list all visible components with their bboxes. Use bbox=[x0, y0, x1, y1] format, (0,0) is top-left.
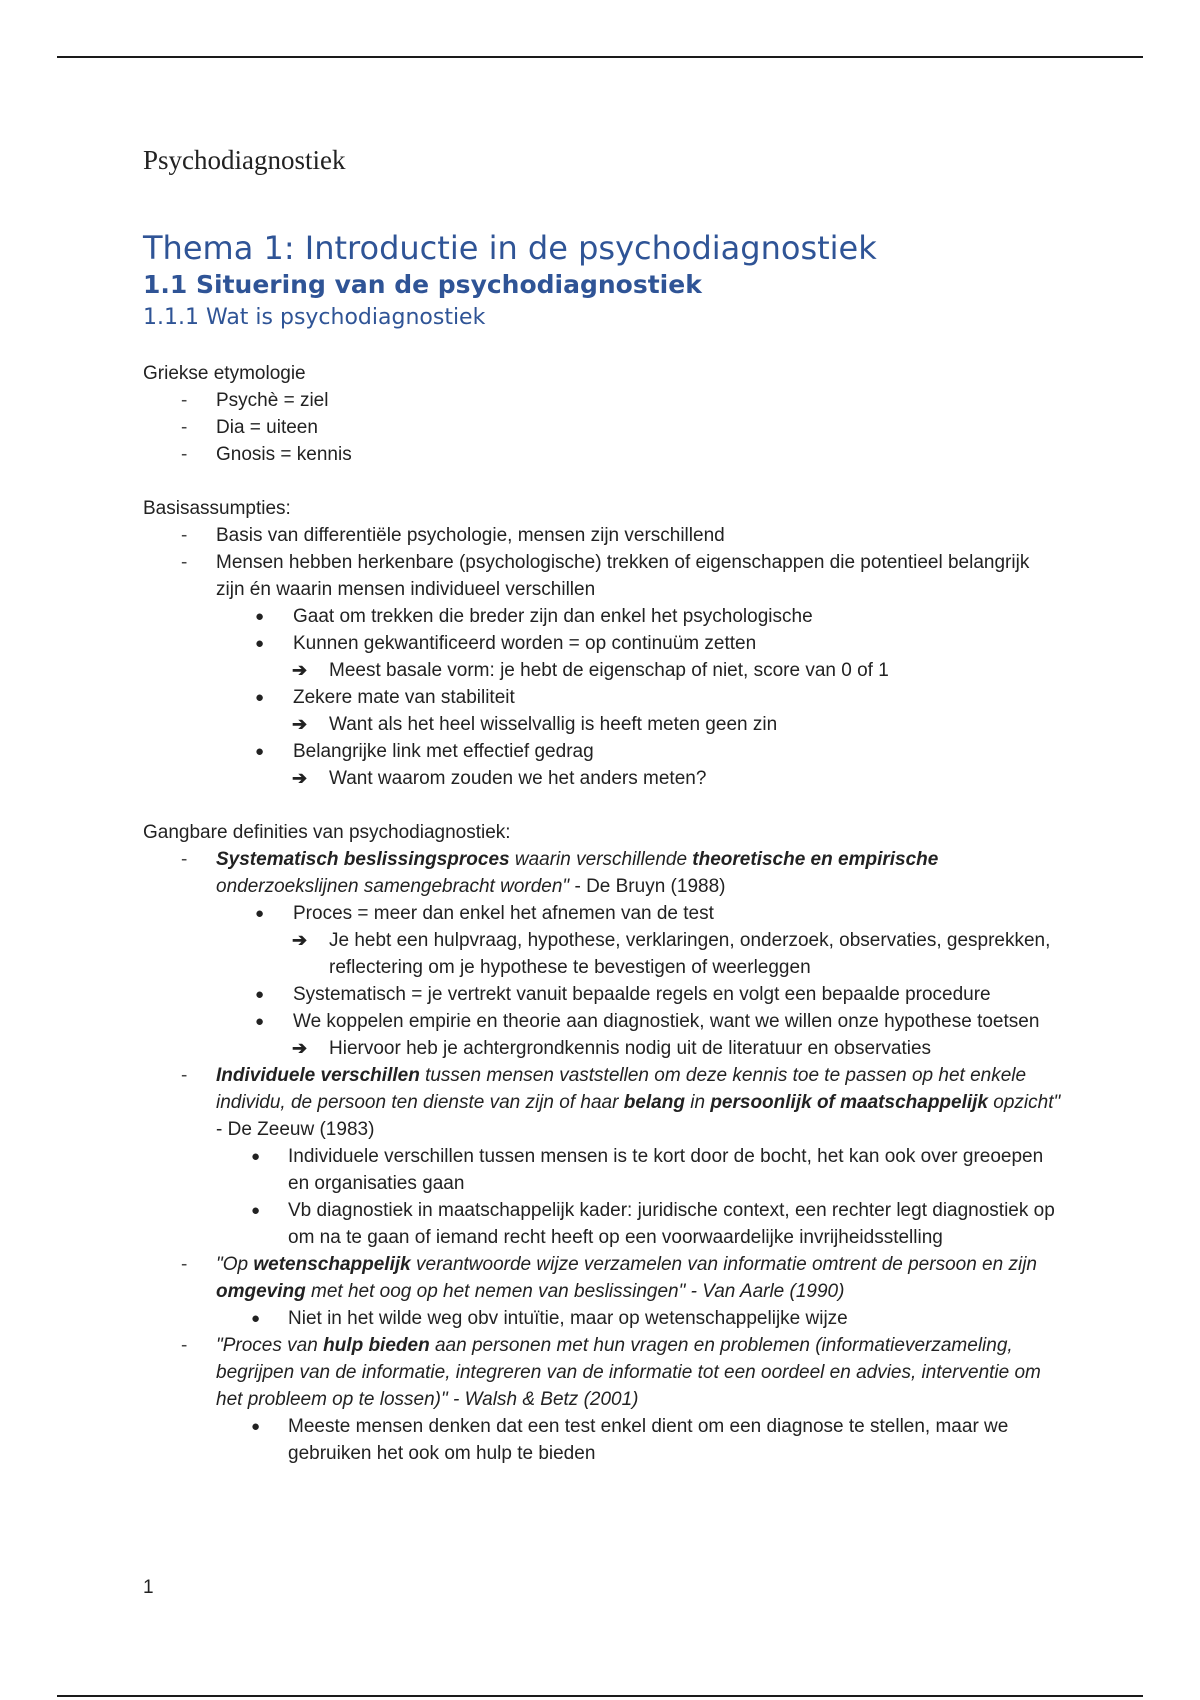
arrow-note: ➔ Want als het heel wisselvallig is heeft meten geen zin bbox=[143, 711, 1063, 738]
heading-1: Thema 1: Introductie in de psychodiagnostiek bbox=[143, 229, 877, 267]
sub-list bbox=[216, 900, 1063, 1062]
arrow-icon: ➔ bbox=[292, 660, 308, 680]
definitions-section bbox=[143, 819, 1063, 1467]
sub-item: ● Systematisch = je vertrekt vanuit bepaalde regels en volgt een bepaalde procedure bbox=[255, 984, 991, 1005]
etymology-list bbox=[143, 387, 1063, 468]
arrow-note: ➔ Want waarom zouden we het anders meten? bbox=[143, 765, 1063, 792]
definition-item: - "Proces van hulp bieden aan personen met hun vragen en problemen (informatieverzameling, begrijpen van de informatie, integreren van de informatie tot een oordeel en advies, interventie om het probleem op te lossen)" - Walsh & Betz (2001) ● Meeste mensen denken dat een test enkel dient om een diagnose te stellen, maar we gebruiken het ook om hulp te bieden bbox=[143, 1332, 1063, 1467]
sub-item: ● Individuele verschillen tussen mensen is te kort door de bocht, het kan ook over greoepen en organisaties gaan bbox=[251, 1146, 1044, 1194]
arrow-note: ➔ Hiervoor heb je achtergrondkennis nodig uit de literatuur en observaties bbox=[143, 1035, 1063, 1062]
document-body bbox=[143, 140, 1063, 1494]
list-item: - Gnosis = kennis bbox=[181, 444, 352, 465]
arrow-icon: ➔ bbox=[292, 768, 308, 788]
arrow-icon: ➔ bbox=[292, 714, 308, 734]
footer-rule bbox=[57, 1695, 1143, 1697]
sub-list bbox=[216, 1143, 1063, 1251]
document-title: Psychodiagnostiek bbox=[143, 145, 346, 175]
etymology-section bbox=[143, 360, 1063, 468]
list-item: - Basis van differentiële psychologie, mensen zijn verschillend bbox=[181, 525, 725, 546]
sub-item: ● Belangrijke link met effectief gedrag ➔ Want waarom zouden we het anders meten? bbox=[143, 738, 1063, 792]
sub-list bbox=[216, 603, 1063, 792]
assumptions-section bbox=[143, 495, 1063, 792]
sub-item: ● Kunnen gekwantificeerd worden = op continuüm zetten ➔ Meest basale vorm: je hebt de eigenschap of niet, score van 0 of 1 bbox=[143, 630, 1063, 684]
sub-item: ● Meeste mensen denken dat een test enkel dient om een diagnose te stellen, maar we gebruiken het ook om hulp te bieden bbox=[251, 1416, 1009, 1464]
sub-item: ● Niet in het wilde weg obv intuïtie, maar op wetenschappelijke wijze bbox=[251, 1308, 848, 1329]
sub-item: ● Zekere mate van stabiliteit ➔ Want als het heel wisselvallig is heeft meten geen zin bbox=[143, 684, 1063, 738]
sub-list bbox=[216, 1413, 1063, 1467]
list-item: - Dia = uiteen bbox=[181, 417, 318, 438]
definitions-heading: Gangbare definities van psychodiagnostiek: bbox=[143, 822, 511, 843]
definitions-list bbox=[143, 846, 1063, 1467]
sub-item: ● Proces = meer dan enkel het afnemen van de test ➔ Je hebt een hulpvraag, hypothese, verklaringen, onderzoek, observaties, gesprekken, reflectering om je hypothese te bevestigen of weerleggen bbox=[143, 900, 1063, 981]
arrow-icon: ➔ bbox=[292, 1038, 308, 1058]
page-number: 1 bbox=[143, 1577, 154, 1598]
header-rule bbox=[57, 56, 1143, 58]
arrow-note: ➔ Je hebt een hulpvraag, hypothese, verklaringen, onderzoek, observaties, gesprekken, reflectering om je hypothese te bevestigen of weerleggen bbox=[143, 927, 1063, 981]
sub-item: ● Gaat om trekken die breder zijn dan enkel het psychologische bbox=[255, 606, 813, 627]
list-item: - Psychè = ziel bbox=[181, 390, 329, 411]
etymology-heading: Griekse etymologie bbox=[143, 363, 306, 384]
assumptions-list bbox=[143, 522, 1063, 792]
heading-3: 1.1.1 Wat is psychodiagnostiek bbox=[143, 305, 486, 330]
sub-list bbox=[216, 1305, 1063, 1332]
heading-2: 1.1 Situering van de psychodiagnostiek bbox=[143, 270, 702, 299]
sub-item: ● Vb diagnostiek in maatschappelijk kader: juridische context, een rechter legt diagnostiek op om na te gaan of iemand recht heeft op een voorwaardelijke invrijheidsstelling bbox=[251, 1200, 1055, 1248]
arrow-icon: ➔ bbox=[292, 930, 308, 950]
arrow-note: ➔ Meest basale vorm: je hebt de eigenschap of niet, score van 0 of 1 bbox=[143, 657, 1063, 684]
definition-item: - Systematisch beslissingsproces waarin verschillende theoretische en empirische onderzoekslijnen samengebracht worden" - De Bruyn (1988) ● Proces = meer dan enkel het afnemen van de test ➔ Je hebt een hulpvraag, hypothese, verklaringen, onderzoek, observaties, gesprekken, reflectering om je hypothese te bevestigen of weerleggen ● Systematisch = je vertrekt vanuit bepaalde regels en volgt een bepaalde procedure ● We koppelen empirie en theorie aan diagnostiek, want we willen onze hypothese toetsen ➔ Hiervoor heb je achtergrondkennis nodig uit de literatuur en observaties bbox=[143, 846, 1063, 1062]
sub-item: ● We koppelen empirie en theorie aan diagnostiek, want we willen onze hypothese toetsen ➔ Hiervoor heb je achtergrondkennis nodig uit de literatuur en observaties bbox=[143, 1008, 1063, 1062]
definition-item: - Individuele verschillen tussen mensen vaststellen om deze kennis toe te passen op het enkele individu, de persoon ten dienste van zijn of haar belang in persoonlijk of maatschappelijk opzicht" - De Zeeuw (1983) ● Individuele verschillen tussen mensen is te kort door de bocht, het kan ook over greoepen en organisaties gaan ● Vb diagnostiek in maatschappelijk kader: juridische context, een rechter legt diagnostiek op om na te gaan of iemand recht heeft op een voorwaardelijke invrijheidsstelling bbox=[143, 1062, 1063, 1251]
assumptions-heading: Basisassumpties: bbox=[143, 498, 291, 519]
definition-item: - "Op wetenschappelijk verantwoorde wijze verzamelen van informatie omtrent de persoon en zijn omgeving met het oog op het nemen van beslissingen" - Van Aarle (1990) ● Niet in het wilde weg obv intuïtie, maar op wetenschappelijke wijze bbox=[143, 1251, 1063, 1332]
list-item: - Mensen hebben herkenbare (psychologische) trekken of eigenschappen die potentieel belangrijk zijn én waarin mensen individueel verschillen ● Gaat om trekken die breder zijn dan enkel het psychologische ● Kunnen gekwantificeerd worden = op continuüm zetten ➔ Meest basale vorm: je hebt de eigenschap of niet, score van 0 of 1 ● Zekere mate van stabiliteit ➔ Want als het heel wisselvallig is heeft meten geen zin ● Belangrijke link met effectief gedrag ➔ Want waarom zouden we het anders meten? bbox=[143, 549, 1063, 792]
